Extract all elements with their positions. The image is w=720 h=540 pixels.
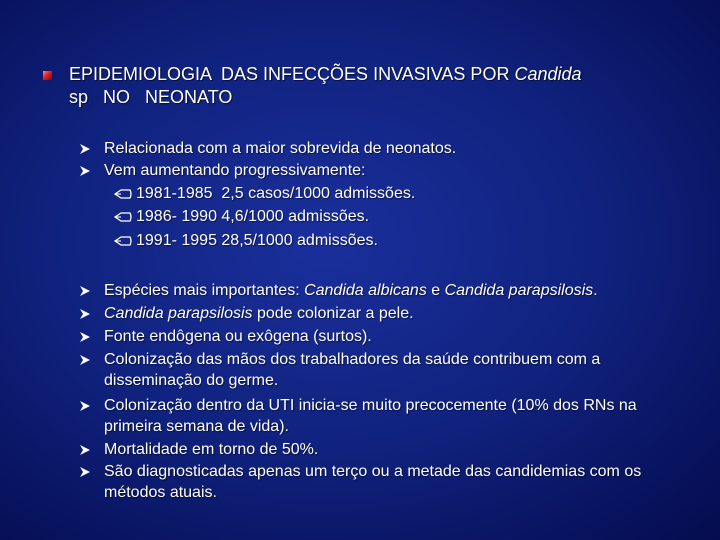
title-text-end: sp NO NEONATO [69,87,233,107]
colonizar-species: Candida parapsilosis [104,305,253,322]
arrowhead-bullet-icon [79,165,91,177]
bullet-maos: Colonização das mãos dos trabalhadores da saúde contribuem com a disseminação do germe. [104,351,601,389]
arrowhead-bullet-icon [79,331,91,343]
subitem-1991: 1991- 1995 28,5/1000 admissões. [136,232,378,249]
especies-period: . [593,282,598,299]
especies-conj: e [426,282,445,299]
bullet-fonte: Fonte endôgena ou exôgena (surtos). [104,328,372,345]
bullet-uti: Colonização dentro da UTI inicia-se muito precocemente (10% dos RNs na primeira semana de vida). [104,397,637,435]
slide-title [69,63,689,109]
bullet-colonizar [104,303,694,324]
arrowhead-bullet-icon [79,285,91,297]
arrowhead-bullet-icon [79,444,91,456]
bullet-diagnostico: São diagnosticadas apenas um terço ou a metade das candidemias com os métodos atuais. [104,463,642,501]
bullet-mortalidade: Mortalidade em torno de 50%. [104,441,319,458]
title-text-italic: Candida [514,64,582,84]
red-square-bullet-icon [43,71,52,80]
arrowhead-bullet-icon [79,143,91,155]
subitem-1986: 1986- 1990 4,6/1000 admissões. [136,208,370,225]
pen-nib-icon [114,211,132,223]
especies-albicans: Candida albicans [304,282,427,299]
arrowhead-bullet-icon [79,466,91,478]
pen-nib-icon [114,235,132,247]
colonizar-text: pode colonizar a pele. [252,305,414,322]
subitem-1981: 1981-1985 2,5 casos/1000 admissões. [136,185,416,202]
pen-nib-icon [114,188,132,200]
arrowhead-bullet-icon [79,354,91,366]
arrowhead-bullet-icon [79,308,91,320]
title-text-main: EPIDEMIOLOGIA DAS INFECÇÕES INVASIVAS POR [69,64,515,84]
bullet-relacionada: Relacionada com a maior sobrevida de neonatos. [104,140,457,157]
bullet-especies [104,280,694,301]
bullet-aumentando: Vem aumentando progressivamente: [104,162,366,179]
especies-text: Espécies mais importantes: [104,282,305,299]
especies-parapsilosis: Candida parapsilosis [444,282,594,299]
arrowhead-bullet-icon [79,400,91,412]
